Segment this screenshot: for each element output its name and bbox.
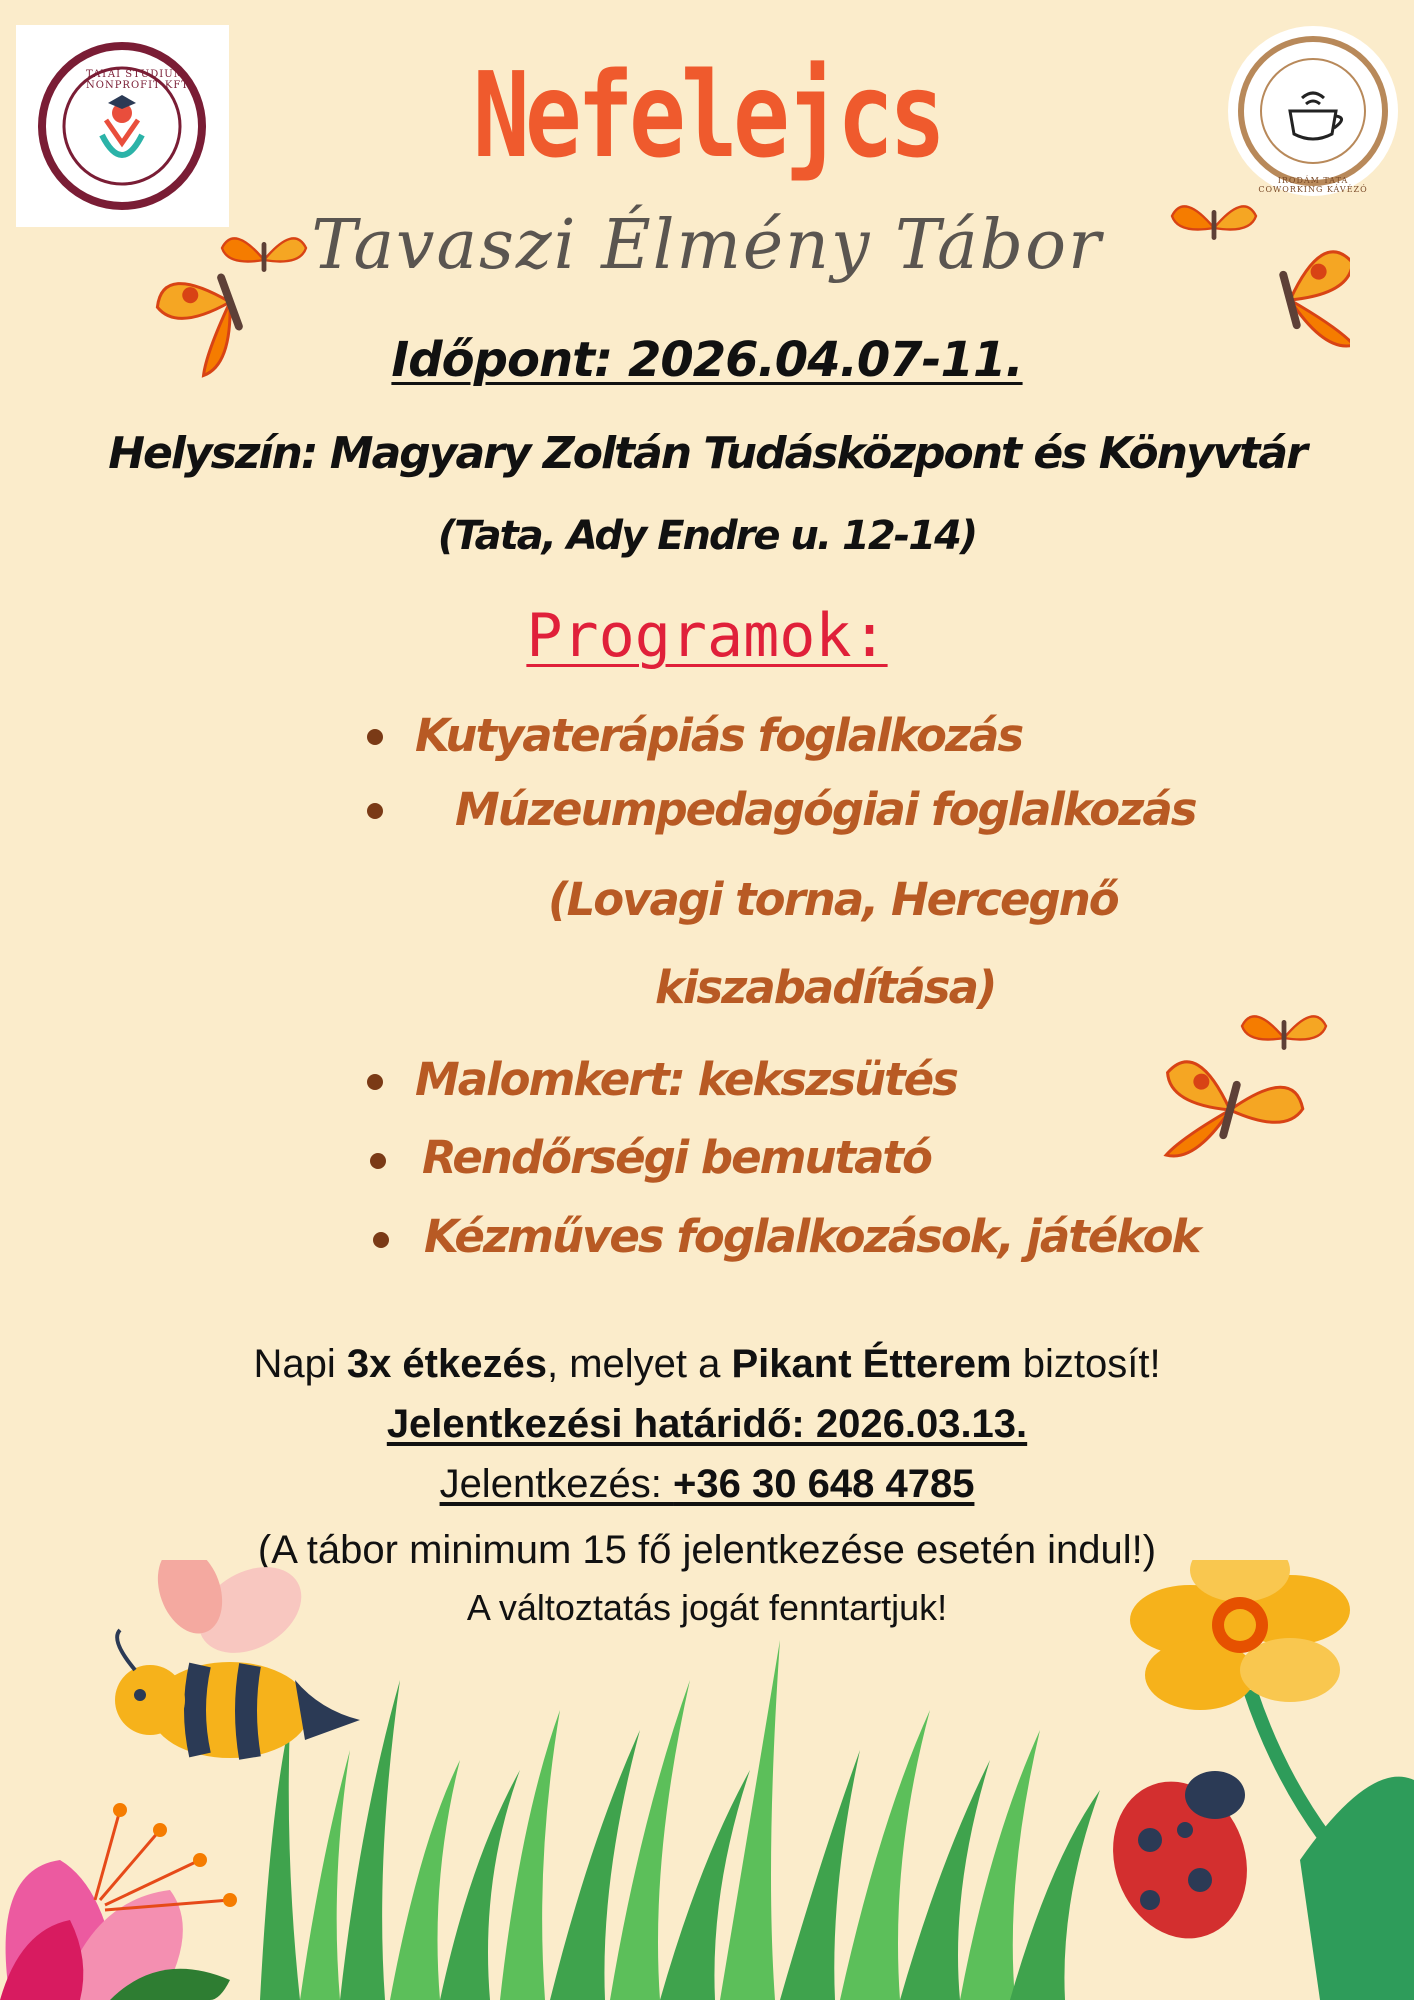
programs-heading: Programok: — [526, 601, 888, 671]
event-location: Helyszín: Magyary Zoltán Tudásközpont és Könyvtár — [108, 428, 1306, 479]
meals-text: , melyet a — [546, 1342, 732, 1386]
bullet-icon — [367, 1074, 383, 1090]
garden-illustration — [0, 1560, 1414, 2000]
page-subtitle: Tavaszi Élmény Tábor — [311, 206, 1103, 285]
logo-right-text: IRODÁM TATA COWORKING KÁVÉZÓ — [1258, 176, 1368, 194]
rights-note: A változtatás jogát fenntartjuk! — [466, 1587, 948, 1628]
ladybug-icon — [1092, 1763, 1269, 1958]
minimum-participants-note: (A tábor minimum 15 fő jelentkezése esetén indul!) — [257, 1528, 1157, 1572]
meals-count: 3x étkezés — [346, 1342, 547, 1386]
meals-text: biztosít! — [1011, 1342, 1161, 1386]
meals-text: Napi — [253, 1342, 347, 1386]
registration-label: Jelentkezés: — [439, 1462, 674, 1506]
program-item-detail: (Lovagi torna, Hercegnő — [548, 873, 1118, 926]
registration-deadline: Jelentkezési határidő: 2026.03.13. — [386, 1402, 1028, 1446]
event-address: (Tata, Ady Endre u. 12-14) — [437, 513, 977, 559]
bullet-icon — [367, 803, 383, 819]
program-item-detail: kiszabadítása) — [655, 961, 996, 1014]
butterfly-icon — [1160, 180, 1350, 350]
bee-icon — [115, 1560, 360, 1758]
registration-contact — [0, 1458, 1414, 1510]
event-date: Időpont: 2026.04.07-11. — [391, 332, 1023, 388]
restaurant-name: Pikant Étterem — [731, 1342, 1012, 1386]
page-title: Nefelejcs — [472, 46, 942, 184]
bullet-icon — [370, 1153, 386, 1169]
logo-left-text: TATAI STUDIUM NONPROFIT KFT. — [86, 69, 192, 91]
bullet-icon — [373, 1232, 389, 1248]
phone-number[interactable]: +36 30 648 4785 — [673, 1462, 975, 1506]
program-item: Rendőrségi bemutató — [422, 1131, 931, 1184]
program-item: Malomkert: kekszsütés — [415, 1053, 957, 1106]
program-item: Kézműves foglalkozások, játékok — [424, 1210, 1200, 1263]
program-item: Kutyaterápiás foglalkozás — [415, 709, 1023, 762]
butterfly-icon — [1140, 990, 1370, 1200]
meals-info — [0, 1338, 1414, 1390]
bullet-icon — [367, 729, 383, 745]
program-item: Múzeumpedagógiai foglalkozás — [455, 783, 1196, 836]
